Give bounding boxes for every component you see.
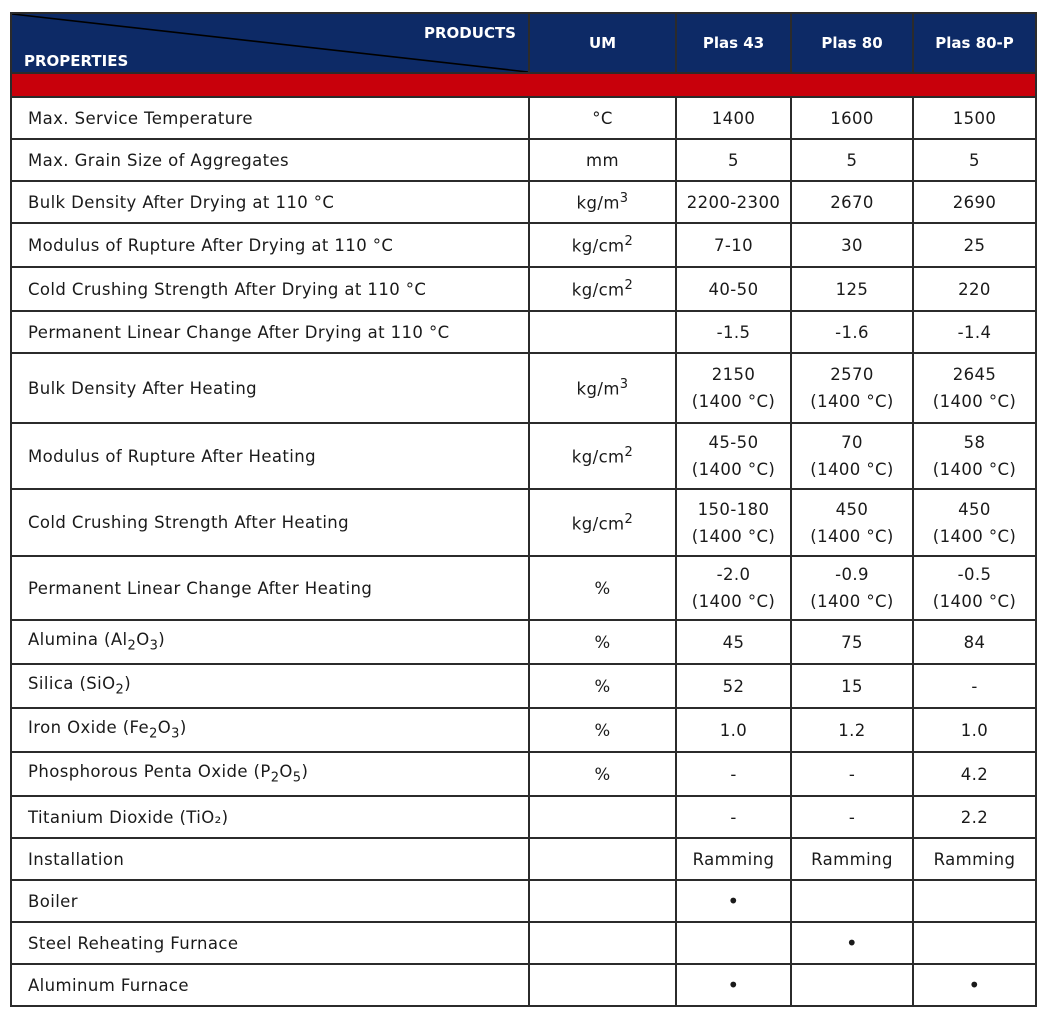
red-band xyxy=(11,73,1036,97)
value: 45 xyxy=(722,632,745,652)
property-cell xyxy=(11,664,529,708)
unit-exponent: 2 xyxy=(624,234,634,250)
property-name-part: ) xyxy=(158,630,166,650)
value-cell-plas-80-p xyxy=(913,922,1036,964)
unit-cell xyxy=(529,181,676,223)
value: 1.0 xyxy=(960,720,989,740)
unit-exponent: 2 xyxy=(624,278,634,294)
properties-table xyxy=(10,12,1037,1007)
um-header: UM xyxy=(529,13,676,73)
unit: % xyxy=(594,632,611,652)
property-name-part: O xyxy=(279,762,293,782)
property-cell xyxy=(11,139,529,181)
value-cell-plas-80-p xyxy=(913,556,1036,620)
value: -2.0 xyxy=(716,565,751,584)
value-cell-plas-80 xyxy=(791,267,913,311)
table-row xyxy=(11,311,1036,353)
value-cell-plas-80-p xyxy=(913,752,1036,796)
value-cell-plas-43 xyxy=(676,708,791,752)
formula-subscript: 2 xyxy=(270,770,280,786)
value: 450 xyxy=(958,499,991,519)
value-cell-plas-43 xyxy=(676,796,791,838)
unit-base: kg/cm xyxy=(571,236,625,256)
value-cell-plas-43 xyxy=(676,664,791,708)
test-temperature: (1400 °C) xyxy=(932,592,1017,611)
value: 45-50 xyxy=(708,433,759,452)
unit-base: kg/cm xyxy=(571,447,625,467)
value: Ramming xyxy=(692,849,775,869)
value: 5 xyxy=(728,150,739,170)
property-name: Max. Service Temperature xyxy=(28,108,253,128)
value: 5 xyxy=(846,150,858,170)
unit: % xyxy=(594,764,611,784)
value: 1.2 xyxy=(838,720,866,740)
value: 2200-2300 xyxy=(686,192,781,212)
properties-label: PROPERTIES xyxy=(24,52,129,70)
test-temperature: (1400 °C) xyxy=(691,392,776,411)
property-cell xyxy=(11,964,529,1006)
table-row xyxy=(11,708,1036,752)
value-cell-plas-80-p xyxy=(913,838,1036,880)
unit-exponent: 2 xyxy=(624,511,634,527)
table-row xyxy=(11,880,1036,922)
value-cell-plas-43 xyxy=(676,556,791,620)
property-cell xyxy=(11,620,529,664)
value: 30 xyxy=(841,235,863,255)
unit-cell xyxy=(529,880,676,922)
property-name-part: ) xyxy=(179,718,187,738)
table-row xyxy=(11,423,1036,489)
value-cell-plas-80-p xyxy=(913,311,1036,353)
table-row xyxy=(11,752,1036,796)
property-cell xyxy=(11,838,529,880)
value-cell-plas-43 xyxy=(676,311,791,353)
unit-exponent: 3 xyxy=(619,191,629,207)
property-name: Modulus of Rupture After Heating xyxy=(28,446,317,466)
value: 70 xyxy=(841,433,863,452)
value: 75 xyxy=(841,632,863,652)
table-row xyxy=(11,267,1036,311)
property-name: Aluminum Furnace xyxy=(28,975,189,995)
value-cell-plas-80-p xyxy=(913,353,1036,423)
test-temperature: (1400 °C) xyxy=(810,526,894,546)
unit-base: kg/m xyxy=(576,193,620,213)
property-cell xyxy=(11,922,529,964)
unit-cell xyxy=(529,838,676,880)
product-header-plas-80: Plas 80 xyxy=(791,13,913,73)
value: 2570 xyxy=(830,365,874,384)
unit-cell xyxy=(529,311,676,353)
test-temperature: (1400 °C) xyxy=(810,592,894,611)
value: 4.2 xyxy=(960,764,989,784)
unit-cell xyxy=(529,664,676,708)
header-row xyxy=(11,13,1036,73)
value-cell-plas-80-p xyxy=(913,796,1036,838)
unit-cell xyxy=(529,922,676,964)
value-cell-plas-80-p xyxy=(913,181,1036,223)
property-name: Cold Crushing Strength After Heating xyxy=(28,513,350,532)
table-row xyxy=(11,964,1036,1006)
value: 2645 xyxy=(952,365,997,384)
value-cell-plas-80 xyxy=(791,752,913,796)
table-row xyxy=(11,922,1036,964)
formula-subscript: 2 xyxy=(127,638,137,654)
value-cell-plas-43 xyxy=(676,97,791,139)
value-cell-plas-80 xyxy=(791,423,913,489)
unit-cell xyxy=(529,489,676,556)
value-cell-plas-43 xyxy=(676,880,791,922)
value: 1600 xyxy=(830,108,874,128)
value-cell-plas-43 xyxy=(676,267,791,311)
red-band-row xyxy=(11,73,1036,97)
property-name-part: ) xyxy=(124,674,132,694)
property-name: Boiler xyxy=(28,891,78,911)
value: - xyxy=(730,807,737,827)
table-row xyxy=(11,97,1036,139)
value-cell-plas-43 xyxy=(676,353,791,423)
value: 125 xyxy=(835,279,869,299)
value: 1.0 xyxy=(719,720,748,740)
value: 1400 xyxy=(711,108,756,128)
value: 2150 xyxy=(711,365,756,384)
product-header-plas-80-p: Plas 80-P xyxy=(913,13,1036,73)
value: - xyxy=(730,764,737,784)
value: 450 xyxy=(835,499,869,519)
value: -0.5 xyxy=(957,565,992,584)
value: - xyxy=(971,676,978,696)
table-row xyxy=(11,353,1036,423)
property-cell xyxy=(11,796,529,838)
table-body xyxy=(11,97,1036,1006)
value: 25 xyxy=(963,235,986,255)
property-cell xyxy=(11,423,529,489)
unit-cell xyxy=(529,97,676,139)
formula-subscript: 5 xyxy=(292,770,302,786)
property-cell xyxy=(11,223,529,267)
unit-cell xyxy=(529,223,676,267)
value-cell-plas-43 xyxy=(676,489,791,556)
value-cell-plas-80-p xyxy=(913,880,1036,922)
table-row xyxy=(11,556,1036,620)
value-cell-plas-80-p xyxy=(913,489,1036,556)
table-row xyxy=(11,664,1036,708)
unit-cell xyxy=(529,796,676,838)
value-cell-plas-80 xyxy=(791,311,913,353)
value: 7-10 xyxy=(713,235,754,255)
unit-exponent: 3 xyxy=(619,377,629,393)
test-temperature: (1400 °C) xyxy=(932,460,1017,479)
unit-base: kg/cm xyxy=(571,514,625,534)
table-row xyxy=(11,223,1036,267)
value-cell-plas-43 xyxy=(676,423,791,489)
value-cell-plas-43 xyxy=(676,620,791,664)
value-cell-plas-80 xyxy=(791,620,913,664)
value: 5 xyxy=(969,150,980,170)
formula-subscript: 3 xyxy=(149,638,159,654)
value-cell-plas-80 xyxy=(791,880,913,922)
unit-exponent: 2 xyxy=(624,445,634,461)
property-name-part: Silica (SiO xyxy=(28,674,116,694)
property-cell xyxy=(11,708,529,752)
value: 58 xyxy=(963,433,986,452)
application-dot: • xyxy=(968,972,981,997)
value: -1.4 xyxy=(957,322,992,342)
property-cell xyxy=(11,556,529,620)
value-cell-plas-80-p xyxy=(913,423,1036,489)
property-name: Modulus of Rupture After Drying at 110 °C xyxy=(28,235,394,255)
unit: % xyxy=(594,578,611,598)
value-cell-plas-80 xyxy=(791,796,913,838)
unit-cell xyxy=(529,620,676,664)
unit: % xyxy=(594,676,611,696)
value-cell-plas-80 xyxy=(791,964,913,1006)
value: 2690 xyxy=(952,192,997,212)
value-cell-plas-43 xyxy=(676,139,791,181)
application-dot: • xyxy=(727,888,740,913)
value-cell-plas-80 xyxy=(791,664,913,708)
value-cell-plas-80 xyxy=(791,489,913,556)
value: -1.6 xyxy=(835,322,869,342)
application-dot: • xyxy=(727,972,740,997)
table-row xyxy=(11,796,1036,838)
table-row xyxy=(11,489,1036,556)
value-cell-plas-43 xyxy=(676,922,791,964)
value: 2670 xyxy=(830,192,874,212)
application-dot: • xyxy=(845,930,859,955)
property-name-part: ) xyxy=(301,762,309,782)
unit-base: kg/m xyxy=(576,379,620,399)
value-cell-plas-80 xyxy=(791,181,913,223)
value-cell-plas-80 xyxy=(791,838,913,880)
table-row xyxy=(11,181,1036,223)
value: - xyxy=(848,807,856,827)
value: 150-180 xyxy=(697,499,770,519)
unit-cell xyxy=(529,267,676,311)
value-cell-plas-43 xyxy=(676,838,791,880)
value-cell-plas-80-p xyxy=(913,97,1036,139)
formula-subscript: 2 xyxy=(115,682,125,698)
value: 2.2 xyxy=(960,807,989,827)
value: Ramming xyxy=(811,849,893,869)
product-header-plas-43: Plas 43 xyxy=(676,13,791,73)
test-temperature: (1400 °C) xyxy=(932,392,1017,411)
property-name-part: O xyxy=(157,718,172,738)
value: 15 xyxy=(841,676,863,696)
value-cell-plas-80 xyxy=(791,353,913,423)
value-cell-plas-80 xyxy=(791,708,913,752)
property-name: Cold Crushing Strength After Drying at 110 °C xyxy=(28,279,427,299)
property-cell xyxy=(11,752,529,796)
property-cell xyxy=(11,489,529,556)
value-cell-plas-43 xyxy=(676,223,791,267)
value-cell-plas-80-p xyxy=(913,223,1036,267)
property-cell xyxy=(11,880,529,922)
unit-cell xyxy=(529,752,676,796)
value: 1500 xyxy=(952,108,997,128)
property-name-part: Phosphorous Penta Oxide (P xyxy=(28,762,271,782)
unit-cell xyxy=(529,556,676,620)
value-cell-plas-80 xyxy=(791,139,913,181)
value-cell-plas-80-p xyxy=(913,139,1036,181)
value-cell-plas-80 xyxy=(791,556,913,620)
products-label: PRODUCTS xyxy=(424,24,516,42)
test-temperature: (1400 °C) xyxy=(932,526,1017,546)
property-cell xyxy=(11,181,529,223)
value: - xyxy=(848,764,856,784)
property-name: Installation xyxy=(28,849,125,869)
value-cell-plas-80 xyxy=(791,223,913,267)
value-cell-plas-80-p xyxy=(913,267,1036,311)
property-name: Steel Reheating Furnace xyxy=(28,933,239,953)
unit-cell xyxy=(529,353,676,423)
property-name: Max. Grain Size of Aggregates xyxy=(28,150,290,170)
property-name-part: Alumina (Al xyxy=(28,630,128,650)
unit-cell xyxy=(529,964,676,1006)
property-cell xyxy=(11,311,529,353)
property-cell xyxy=(11,97,529,139)
unit-cell xyxy=(529,423,676,489)
unit-cell xyxy=(529,139,676,181)
table-row xyxy=(11,838,1036,880)
table-row xyxy=(11,620,1036,664)
value: 220 xyxy=(958,279,991,299)
value-cell-plas-43 xyxy=(676,752,791,796)
header-corner-cell xyxy=(11,13,529,73)
value-cell-plas-80-p xyxy=(913,664,1036,708)
unit: mm xyxy=(586,150,619,170)
unit: % xyxy=(594,720,611,740)
property-cell xyxy=(11,353,529,423)
test-temperature: (1400 °C) xyxy=(691,526,776,546)
unit-cell xyxy=(529,708,676,752)
property-name-part: O xyxy=(136,630,150,650)
value: -1.5 xyxy=(716,322,751,342)
property-name: Permanent Linear Change After Heating xyxy=(28,578,373,598)
value-cell-plas-80 xyxy=(791,922,913,964)
unit: °C xyxy=(592,108,613,128)
value-cell-plas-43 xyxy=(676,181,791,223)
property-name: Bulk Density After Heating xyxy=(28,378,258,398)
value-cell-plas-80-p xyxy=(913,620,1036,664)
test-temperature: (1400 °C) xyxy=(810,460,894,479)
property-name: Titanium Dioxide (TiO₂) xyxy=(28,807,229,827)
value: 84 xyxy=(963,632,986,652)
property-name: Permanent Linear Change After Drying at 110 °C xyxy=(28,322,450,342)
value: Ramming xyxy=(933,849,1016,869)
value-cell-plas-80 xyxy=(791,97,913,139)
table-row xyxy=(11,139,1036,181)
value: -0.9 xyxy=(835,565,869,584)
formula-subscript: 2 xyxy=(149,726,158,742)
test-temperature: (1400 °C) xyxy=(691,460,776,479)
property-name-part: Iron Oxide (Fe xyxy=(28,718,150,738)
value-cell-plas-80-p xyxy=(913,708,1036,752)
formula-subscript: 3 xyxy=(171,726,180,742)
value-cell-plas-43 xyxy=(676,964,791,1006)
value: 40-50 xyxy=(708,279,759,299)
property-name: Bulk Density After Drying at 110 °C xyxy=(28,192,335,212)
property-cell xyxy=(11,267,529,311)
test-temperature: (1400 °C) xyxy=(691,592,776,611)
value-cell-plas-80-p xyxy=(913,964,1036,1006)
value: 52 xyxy=(722,676,745,696)
test-temperature: (1400 °C) xyxy=(810,392,894,411)
unit-base: kg/cm xyxy=(571,280,625,300)
